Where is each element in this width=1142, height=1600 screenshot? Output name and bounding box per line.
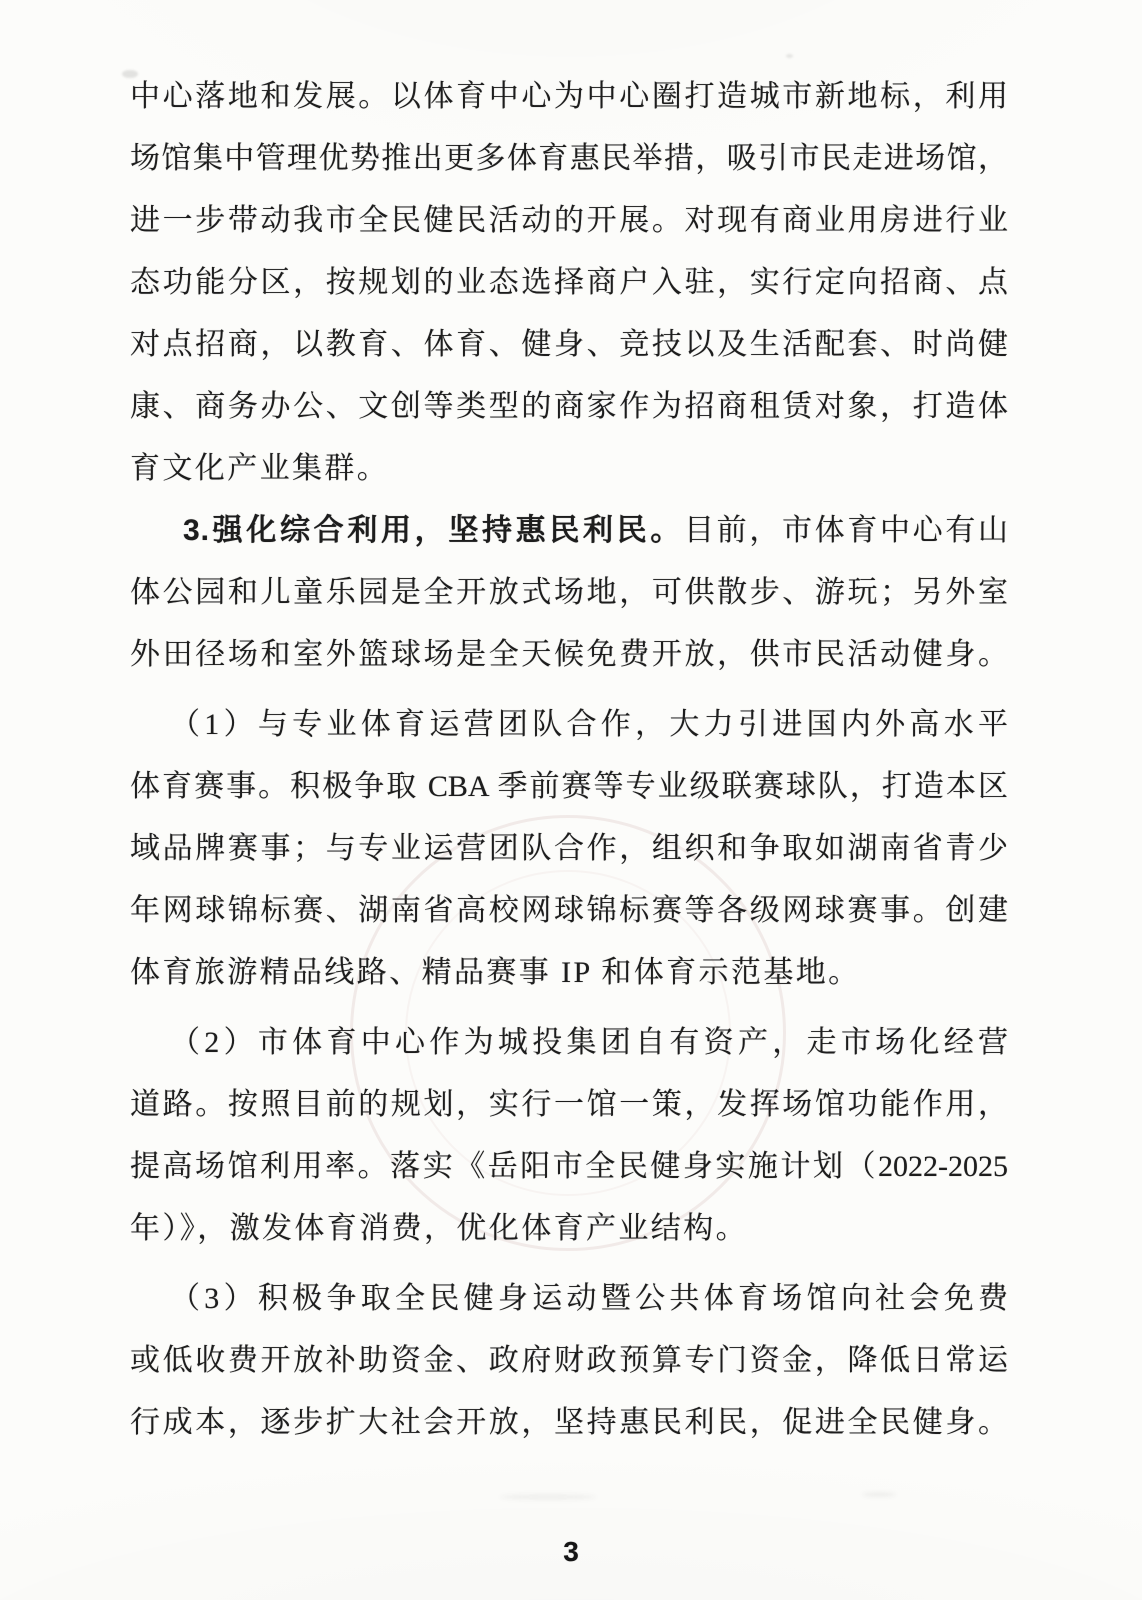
text-line: 场馆集中管理优势推出更多体育惠民举措，吸引市民走进场馆， xyxy=(130,142,1008,175)
scan-speck xyxy=(862,1492,896,1497)
scan-speck xyxy=(786,54,793,58)
text-line: 域品牌赛事；与专业运营团队合作，组织和争取如湖南省青少 xyxy=(130,832,1008,865)
text-line: （3）积极争取全民健身运动暨公共体育场馆向社会免费 xyxy=(170,1282,1008,1315)
text-line: 年网球锦标赛、湖南省高校网球锦标赛等各级网球赛事。创建 xyxy=(130,894,1008,927)
paragraph xyxy=(130,694,1008,1004)
text-line: 进一步带动我市全民健民活动的开展。对现有商业用房进行业 xyxy=(130,204,1008,237)
text-line: 体育旅游精品线路、精品赛事 IP 和体育示范基地。 xyxy=(130,956,861,989)
paragraph xyxy=(130,1012,1008,1260)
text-line: 提高场馆利用率。落实《岳阳市全民健身实施计划（2022-2025 xyxy=(130,1150,1008,1183)
page-number: 3 xyxy=(563,1536,579,1567)
text-line: 育文化产业集群。 xyxy=(130,452,390,485)
text-line: 态功能分区，按规划的业态选择商户入驻，实行定向招商、点 xyxy=(130,266,1008,299)
paragraph xyxy=(130,66,1008,500)
text-line xyxy=(130,500,1008,562)
paragraph xyxy=(130,500,1008,686)
text-line: 年）》，激发体育消费，优化体育产业结构。 xyxy=(130,1212,748,1245)
heading-following-text: 目前，市体育中心有山 xyxy=(684,514,1008,547)
text-line: 或低收费开放补助资金、政府财政预算专门资金，降低日常运 xyxy=(130,1344,1008,1377)
text-line: 体育赛事。积极争取 CBA 季前赛等专业级联赛球队，打造本区 xyxy=(130,770,1008,803)
text-line: （2）市体育中心作为城投集团自有资产，走市场化经营 xyxy=(170,1026,1008,1059)
document-body xyxy=(130,66,1008,1454)
text-line: 中心落地和发展。以体育中心为中心圈打造城市新地标，利用 xyxy=(130,80,1008,113)
text-line: 行成本，逐步扩大社会开放，坚持惠民利民，促进全民健身。 xyxy=(130,1406,1008,1439)
paragraph xyxy=(130,1268,1008,1454)
section-heading: 3.强化综合利用，坚持惠民利民。 xyxy=(183,514,684,547)
text-line: 对点招商，以教育、体育、健身、竞技以及生活配套、时尚健 xyxy=(130,328,1008,361)
scan-speck xyxy=(500,1494,596,1500)
text-line: 康、商务办公、文创等类型的商家作为招商租赁对象，打造体 xyxy=(130,390,1008,423)
text-line: （1）与专业体育运营团队合作，大力引进国内外高水平 xyxy=(170,708,1008,741)
text-line: 道路。按照目前的规划，实行一馆一策，发挥场馆功能作用， xyxy=(130,1088,1008,1121)
text-line: 体公园和儿童乐园是全开放式场地，可供散步、游玩；另外室 xyxy=(130,576,1008,609)
text-line: 外田径场和室外篮球场是全天候免费开放，供市民活动健身。 xyxy=(130,638,1008,671)
